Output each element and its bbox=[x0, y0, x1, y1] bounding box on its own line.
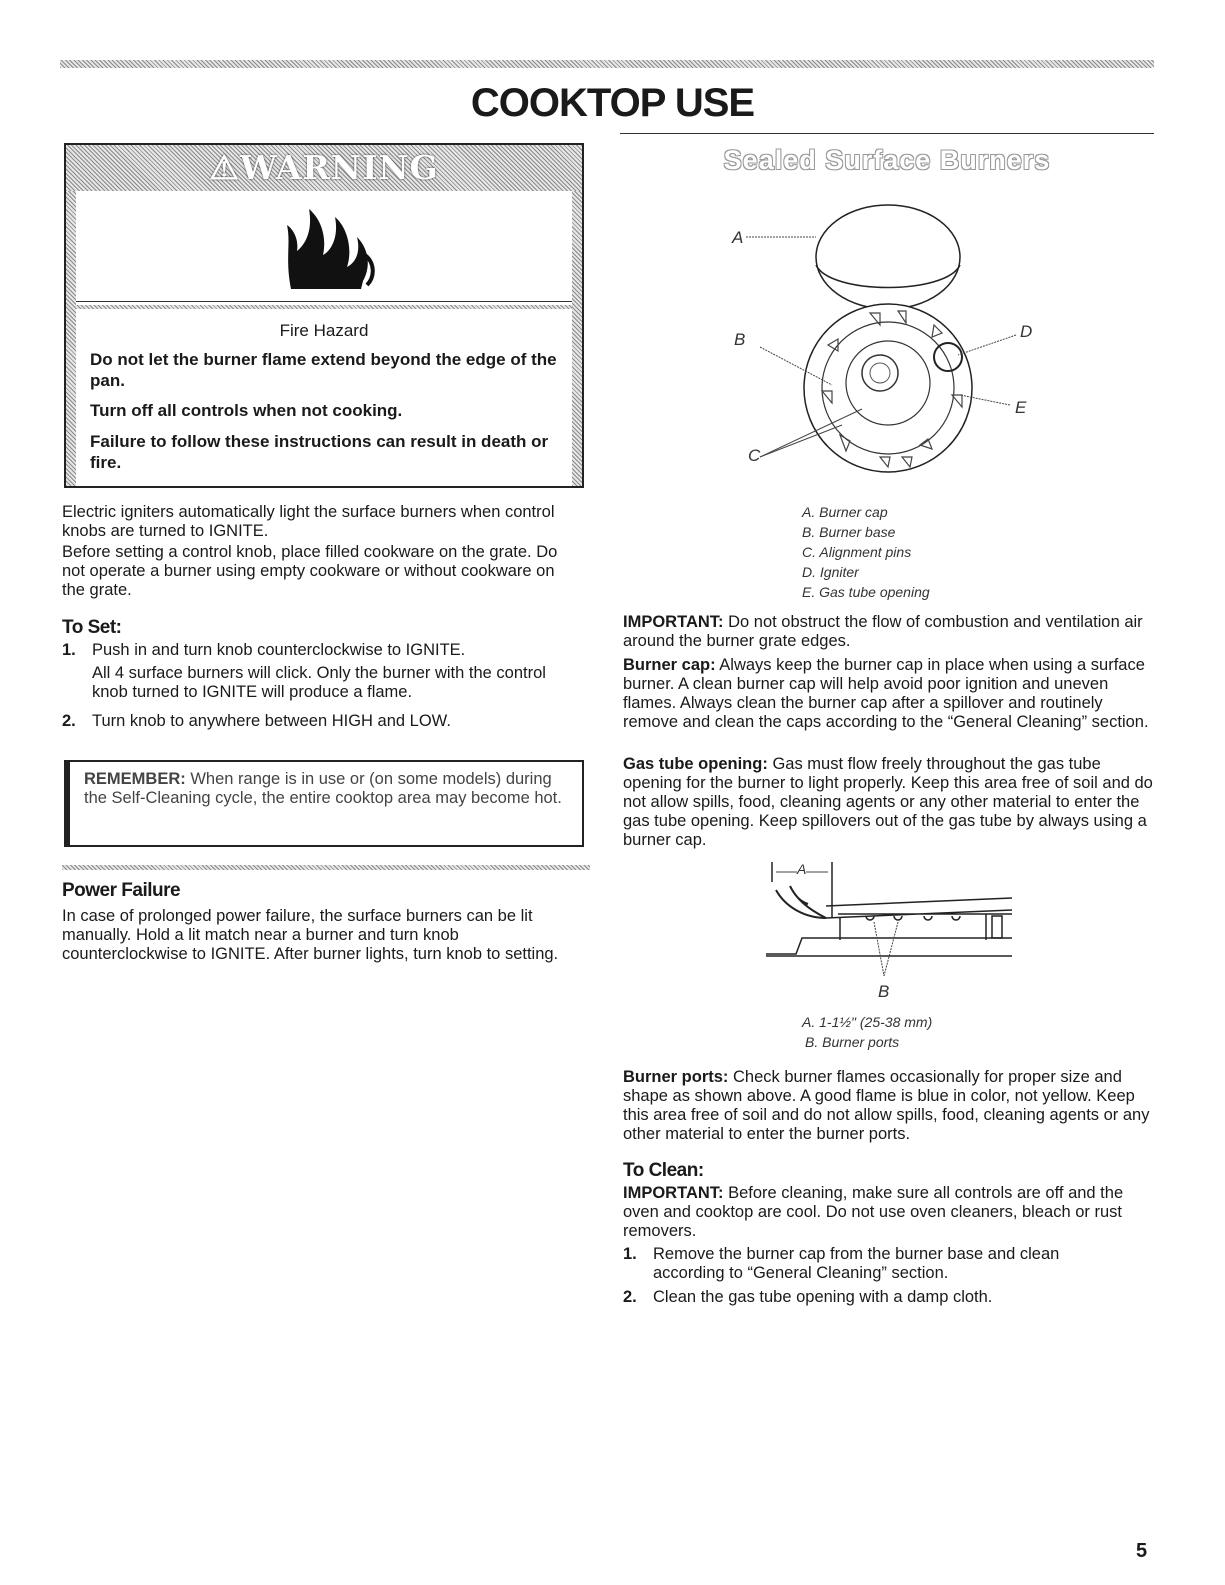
step-number: 2. bbox=[623, 1288, 637, 1306]
caption-item: A. Burner cap bbox=[802, 504, 888, 520]
right-column-rule bbox=[620, 133, 1154, 134]
caption-item: A. 1-1½" (25-38 mm) bbox=[802, 1014, 933, 1030]
caption-item: E. Gas tube opening bbox=[802, 584, 930, 600]
label-a: A bbox=[732, 228, 744, 247]
warning-divider bbox=[76, 301, 572, 302]
warning-line: Do not let the burner flame extend beyond the edge of the pan. bbox=[90, 350, 557, 390]
step-text: Remove the burner cap from the burner base and clean according to “General Cleaning” section. bbox=[653, 1245, 1060, 1282]
step-1 bbox=[62, 641, 582, 702]
to-clean-important-text: Before cleaning, make sure all controls are off and the oven and cooktop are cool. Do not use oven cleaners, bleach or rust removers. bbox=[623, 1184, 1124, 1240]
flame-label-b: B bbox=[878, 982, 890, 1001]
caption-item: D. Igniter bbox=[802, 564, 859, 580]
burner-cap-paragraph bbox=[623, 656, 1153, 732]
section-rule bbox=[62, 865, 590, 870]
burner-cap-shape bbox=[816, 205, 960, 309]
step-number: 1. bbox=[623, 1245, 637, 1263]
step-2 bbox=[62, 712, 582, 731]
caption-item: B. Burner base bbox=[802, 524, 896, 540]
step-text: Turn knob to anywhere between HIGH and LOW. bbox=[92, 712, 451, 730]
step-number: 1. bbox=[62, 641, 76, 659]
warning-box bbox=[64, 143, 584, 488]
label-b: B bbox=[734, 330, 746, 349]
page-number: 5 bbox=[1136, 1540, 1148, 1562]
warning-line: Failure to follow these instructions can result in death or fire. bbox=[90, 432, 549, 472]
gas-tube-label: Gas tube opening: bbox=[623, 755, 768, 773]
to-clean-heading: To Clean: bbox=[623, 1160, 704, 1181]
flame-label-a: A bbox=[797, 861, 807, 877]
remember-body: When range is in use or (on some models) during the Self-Cleaning cycle, the entire cooktop area may become hot. bbox=[84, 770, 562, 807]
burner-cap-label: Burner cap: bbox=[623, 656, 716, 674]
step-text: Clean the gas tube opening with a damp cloth. bbox=[653, 1288, 993, 1306]
step-number: 2. bbox=[62, 712, 76, 730]
warning-border-right bbox=[572, 191, 582, 486]
page-title: COOKTOP USE bbox=[470, 81, 755, 125]
warning-border-left bbox=[66, 191, 76, 486]
fire-hazard-icon bbox=[251, 197, 391, 297]
label-d: D bbox=[1020, 322, 1033, 341]
warning-line: Turn off all controls when not cooking. bbox=[90, 401, 403, 420]
power-failure-heading: Power Failure bbox=[62, 880, 181, 901]
burner-ports-text: Check burner flames occasionally for proper size and shape as shown above. A good flame is blue in color, not yellow. Keep this area free of soil and do not allow spills, food, cleaning agents or any other material to enter the burner ports. bbox=[623, 1068, 1150, 1143]
gas-tube-text: Gas must flow freely throughout the gas tube opening for the burner to light properly. Keep this area free of soil and do not allow spills, food, cleaning agents or any other material to enter the gas tube opening. Keep spillovers out of the gas tube by always using a burner cap. bbox=[623, 755, 1153, 849]
burner-base-shape bbox=[804, 304, 972, 472]
warning-hazard-label: Fire Hazard bbox=[279, 321, 369, 340]
section-title: Sealed Surface Burners bbox=[723, 145, 1051, 175]
flame-diagram bbox=[756, 858, 1016, 988]
important-text: Do not obstruct the flow of combustion and ventilation air around the burner grate edges. bbox=[623, 613, 1143, 650]
important-paragraph bbox=[623, 613, 1153, 651]
caption-item: B. Burner ports bbox=[805, 1034, 900, 1050]
intro-paragraph: Electric igniters automatically light the surface burners when control knobs are turned to IGNITE. bbox=[62, 503, 555, 540]
remember-label: REMEMBER: bbox=[84, 770, 186, 788]
to-clean-important bbox=[623, 1184, 1153, 1241]
step-text: Push in and turn knob counterclockwise to IGNITE. bbox=[92, 641, 466, 659]
burner-ports-label: Burner ports: bbox=[623, 1068, 729, 1086]
burner-cap-text: Always keep the burner cap in place when using a surface burner. A clean burner cap will help avoid poor ignition and uneven flames. Always clean the burner cap after a spillover and routinely remove and clean the caps according to the “General Cleaning” section. bbox=[623, 656, 1149, 731]
caption-list bbox=[802, 502, 930, 602]
remember-text bbox=[84, 770, 564, 808]
to-clean-important-label: IMPORTANT: bbox=[623, 1184, 724, 1202]
power-failure-text: In case of prolonged power failure, the surface burners can be lit manually. Hold a lit match near a burner and turn knob counterclockwise to IGNITE. After burner lights, turn knob to setting. bbox=[62, 907, 559, 963]
flame-caption-list bbox=[802, 1012, 932, 1052]
burner-diagram bbox=[720, 195, 1060, 485]
caption-item: C. Alignment pins bbox=[802, 544, 912, 560]
burner-ports-paragraph bbox=[623, 1068, 1153, 1144]
gas-tube-paragraph bbox=[623, 755, 1153, 850]
label-e: E bbox=[1015, 398, 1027, 417]
top-rule bbox=[60, 60, 1154, 68]
step-note: All 4 surface burners will click. Only the burner with the control knob turned to IGNITE will produce a flame. bbox=[92, 664, 546, 701]
remember-box bbox=[64, 760, 584, 847]
important-label: IMPORTANT: bbox=[623, 613, 724, 631]
intro-paragraph: Before setting a control knob, place filled cookware on the grate. Do not operate a burner using empty cookware or without cookware on the grate. bbox=[62, 543, 558, 599]
warning-divider-band bbox=[76, 305, 572, 309]
label-c: C bbox=[748, 446, 761, 465]
clean-step-2 bbox=[623, 1288, 1123, 1307]
warning-title: ⚠WARNING bbox=[209, 148, 439, 187]
to-set-heading: To Set: bbox=[62, 617, 122, 638]
clean-step-1 bbox=[623, 1245, 1123, 1283]
